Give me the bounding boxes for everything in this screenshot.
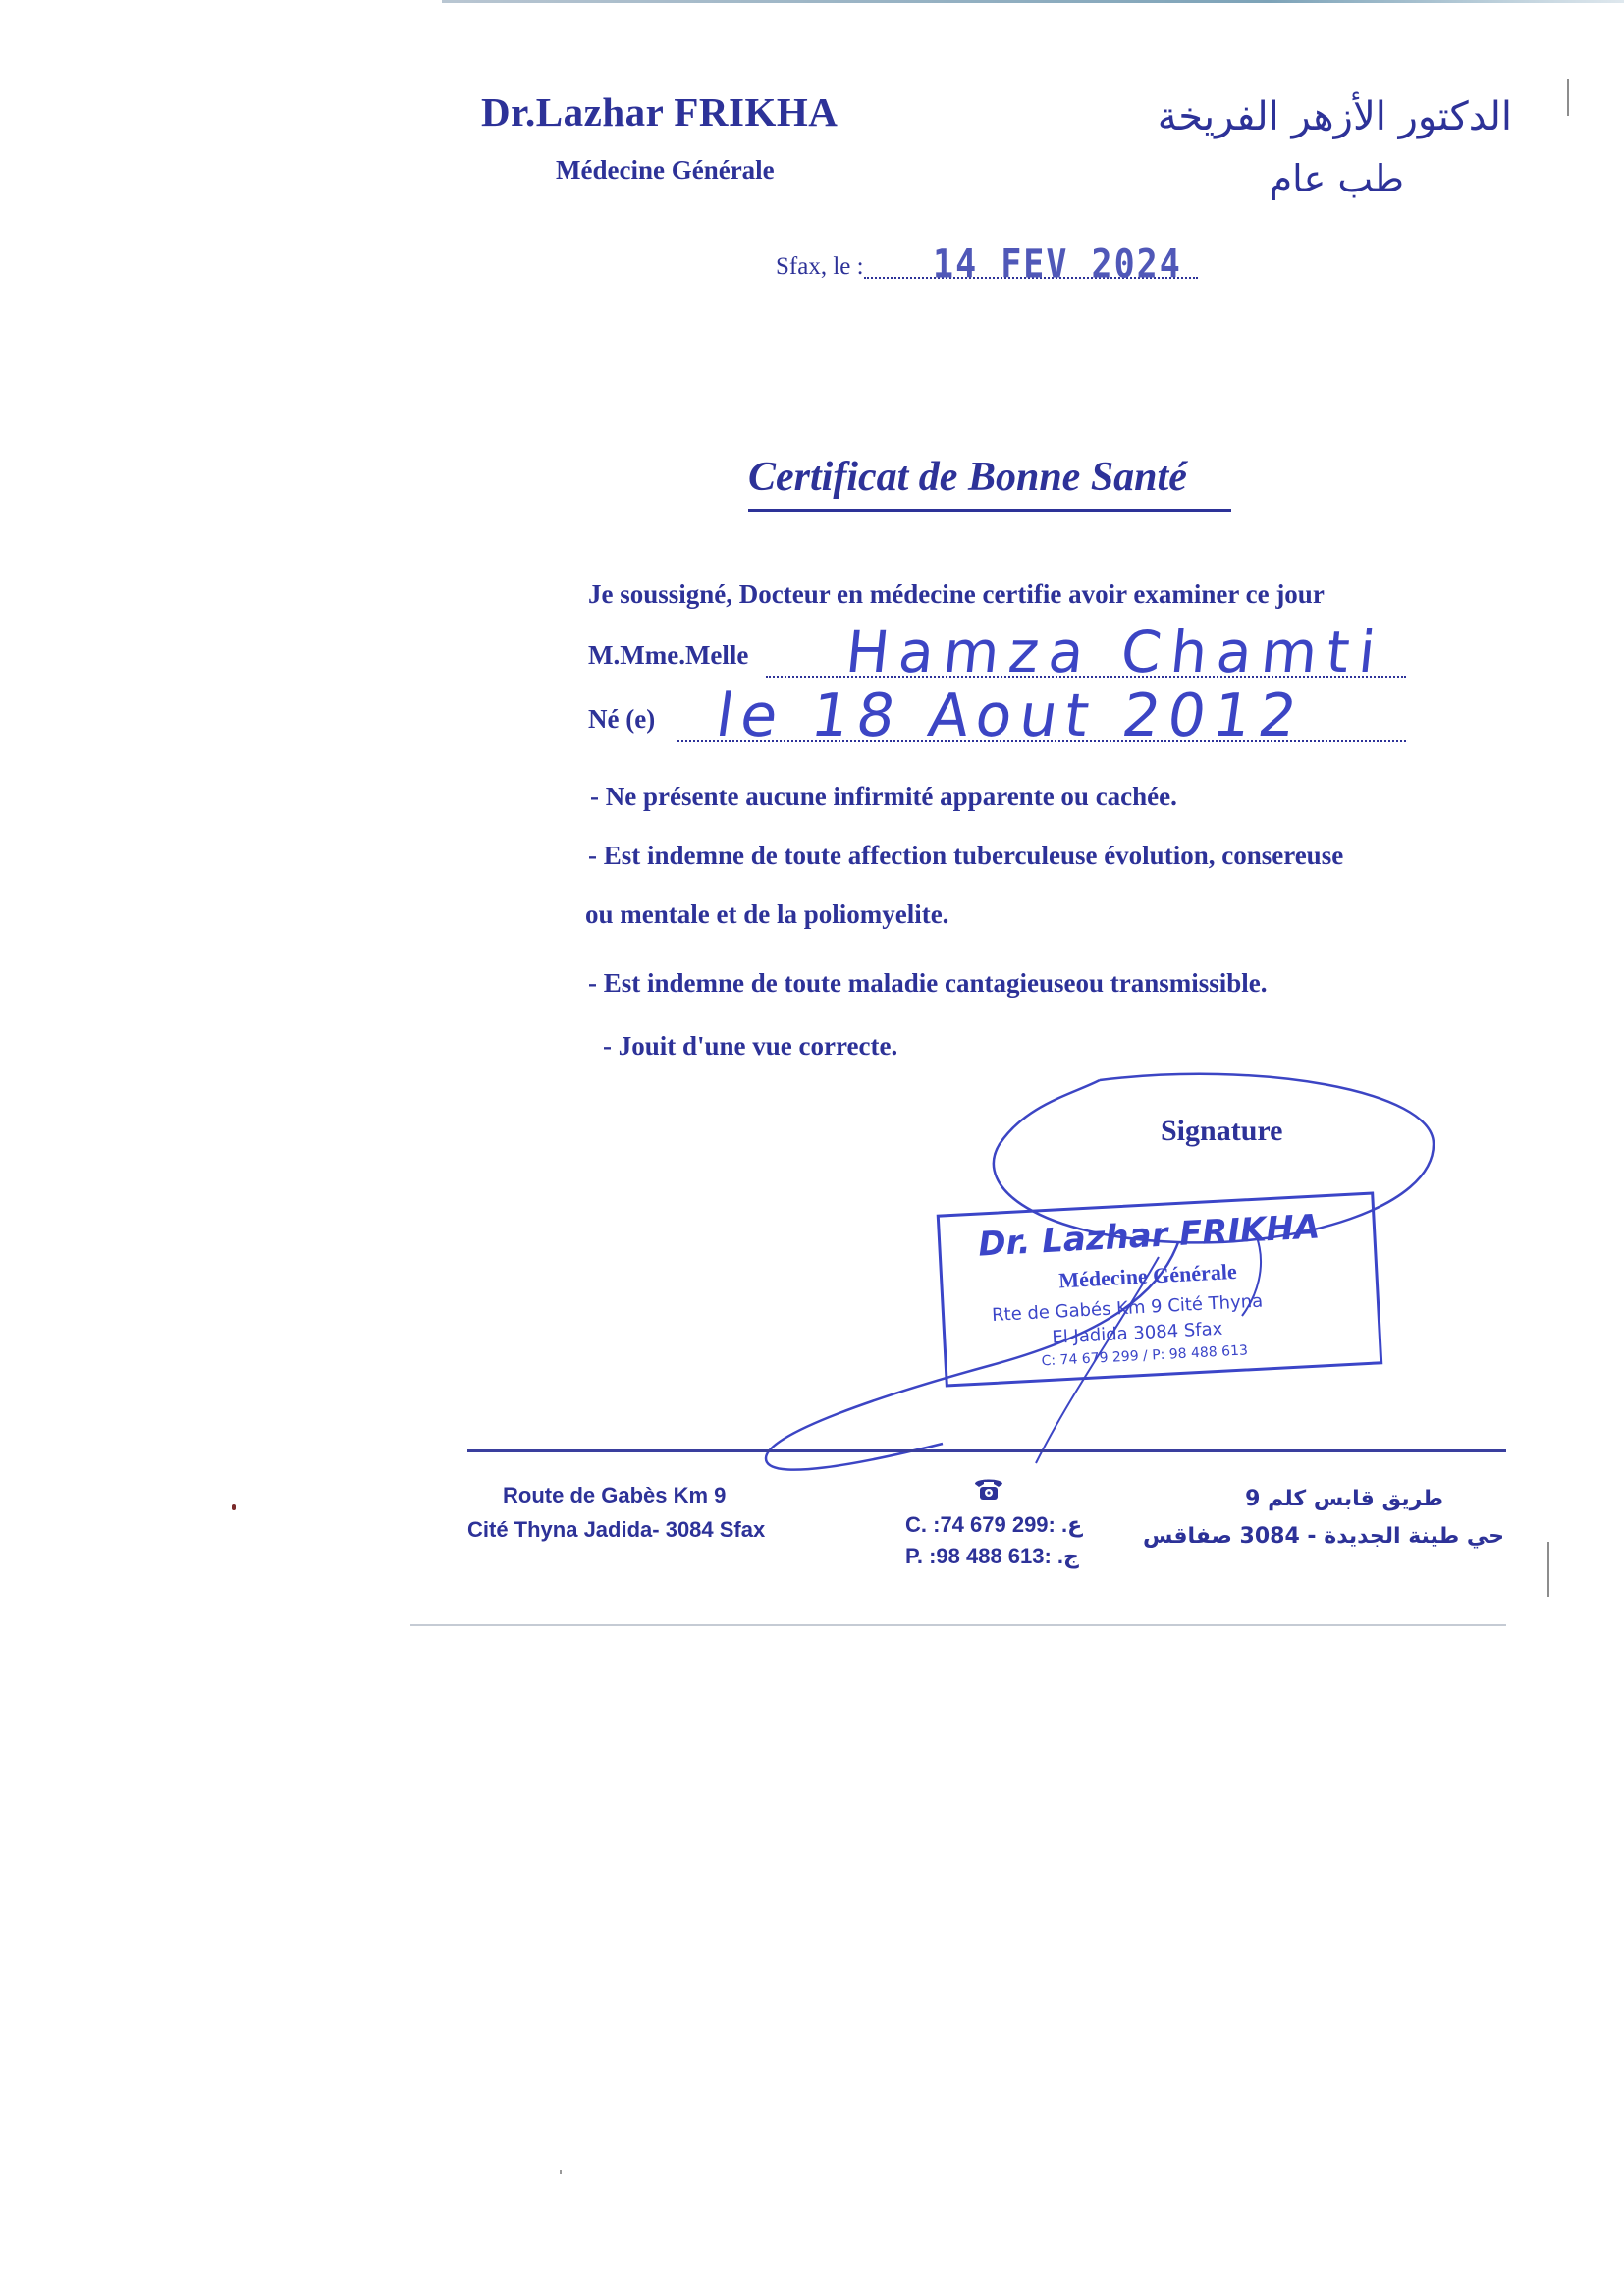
scan-mark [1567,79,1569,116]
scan-speck [560,2170,562,2174]
statement-line: - Ne présente aucune infirmité apparente ou cachée. [590,782,1177,811]
statement-line: - Jouit d'une vue correcte. [603,1031,898,1061]
footer-address-arabic-line2: حي طينة الجديدة - 3084 صفاقس [1143,1524,1504,1549]
footer-address-arabic-line1: طريق قابس كلم 9 [1245,1487,1443,1511]
footer-phone-cell: C. :74 679 299: .ع [905,1512,1083,1537]
scan-top-edge [442,0,1624,3]
footer-address-line1: Route de Gabès Km 9 [503,1483,727,1507]
date-stamp: 14 FEV 2024 [933,243,1182,288]
title-underline [748,509,1231,512]
stamp-phones: C: 74 679 299 / P: 98 488 613 [1041,1342,1249,1370]
stamp-city: El Jadida 3084 Sfax [1051,1318,1223,1348]
scan-bottom-edge [410,1624,1506,1626]
birth-label: Né (e) [588,704,656,734]
stamp-doctor-name: Dr. Lazhar FRIKHA [977,1207,1322,1265]
stamp-address: Rte de Gabés Km 9 Cité Thyna [991,1290,1264,1326]
signature-label: Signature [1161,1115,1283,1147]
stamp-specialty: Médecine Générale [1057,1258,1238,1293]
doctor-name-arabic: الدكتور الأزهر الفريخة [1157,94,1512,139]
certificate-title: Certificat de Bonne Santé [748,455,1187,500]
statement-line: - Est indemne de toute maladie cantagieuseou transmissible. [588,968,1268,998]
footer-rule [467,1449,1506,1452]
birth-date-handwritten: le 18 Aout 2012 [712,682,1310,750]
scan-speck [232,1504,236,1510]
scan-mark [1547,1542,1549,1597]
doctor-name: Dr.Lazhar FRIKHA [481,89,839,135]
handwritten-signature [746,1070,1453,1483]
statement-line: - Est indemne de toute affection tuberculeuse évolution, consereuse [588,841,1344,870]
statement-line: ou mentale et de la poliomyelite. [585,900,949,929]
telephone-icon [972,1475,1005,1503]
doctor-specialty-arabic: طب عام [1269,157,1404,200]
certificate-intro: Je soussigné, Docteur en médecine certifie avoir examiner ce jour [588,579,1325,609]
footer-phone-landline: P. :98 488 613: .ج [905,1544,1079,1568]
patient-name-handwritten: Hamza Chamti [842,619,1388,685]
footer-address-line2: Cité Thyna Jadida- 3084 Sfax [467,1517,766,1542]
date-label: Sfax, le : [776,253,864,280]
patient-label: M.Mme.Melle [588,640,749,670]
doctor-specialty: Médecine Générale [556,155,775,185]
